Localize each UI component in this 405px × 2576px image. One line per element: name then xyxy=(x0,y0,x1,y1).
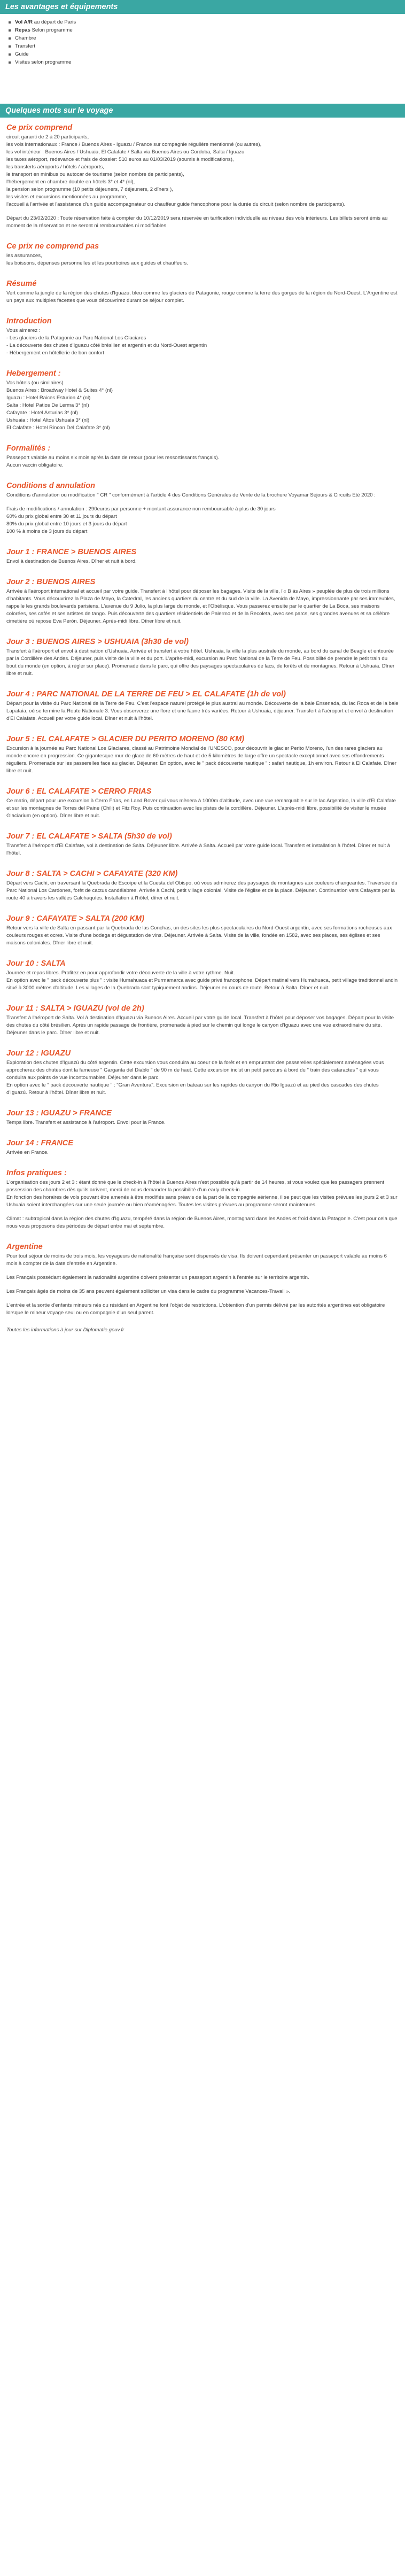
section-paragraph: Journée et repas libres. Profitez en pour approfondir votre découverte de la ville à votre rythme. Nuit. En option avec le " pack découverte plus " : visite Humahuaca et Purmamarca avec guide privé francophone. Départ matinal vers Humahuaca, petit village traditionnel andin situé à 3000 mètres d'altitude. Les villages de la Quebrada sont typiquement andins. Déjeuner en cours de route. Retour à Salta. Dîner et nuit. xyxy=(6,970,398,991)
inclus-item-text: Visites selon programme xyxy=(15,59,72,65)
section-paragraph: Vos hôtels (ou similaires) Buenos Aires : Broadway Hotel & Suites 4* (nl) Iguazu : Hotel Raices Esturion 4* (nl) Salta : Hotel Patios De Lerma 3* (nl) Cafayate : Hotel Asturias 3* (nl) Ushuaia : Hotel Altos Ushuaia 3* (nl) El Calafate : Hotel Rincon Del Calafate 3* (nl) xyxy=(6,380,113,431)
inclus-list xyxy=(0,14,405,81)
section-paragraph: Arrivée en France. xyxy=(6,1150,49,1155)
section xyxy=(6,832,399,857)
section-heading: Jour 14 : FRANCE xyxy=(6,1139,73,1147)
section-paragraph: L'entrée et la sortie d'enfants mineurs nés ou résidant en Argentine font l'objet de restrictions. L'obtention d'un permis délivré par les autorités argentines est obligatoire lorsque le mineur voyage seul ou en compagnie d'un seul parent. xyxy=(6,1302,385,1316)
section-paragraph: Temps libre. Transfert et assistance à l'aéroport. Envol pour la France. xyxy=(6,1120,166,1126)
section-paragraph: Les Français âgés de moins de 35 ans peuvent également solliciter un visa dans le cadre du programme Vacances-Travail ». xyxy=(6,1289,291,1294)
section-paragraph: Passeport valable au moins six mois après la date de retour (pour les ressortissants français). Aucun vaccin obligatoire. xyxy=(6,455,220,468)
section xyxy=(6,123,399,230)
section xyxy=(6,316,399,357)
section-heading: Jour 7 : EL CALAFATE > SALTA (5h30 de vol) xyxy=(6,832,172,841)
section xyxy=(6,787,399,820)
section-paragraph: Conditions d'annulation ou modification " CR " conformément à l'article 4 des Conditions Générales de Vente de la brochure Voyamar Séjours & Circuits Eté 2020 : xyxy=(6,492,376,498)
section-paragraph: circuit garanti de 2 à 20 participants, les vols internationaux : France / Buenos Aires - Iguazu / France sur compagnie régulière mentionné (ou autres), les vol intérieur : Buenos Aires / Ushuaia, El Calafate / Salta via Buenos Aires ou Cordoba, Salta / Iguazu les taxes aéroport, redevance et frais de dossier: 510 euros au 01/03/2019 (soumis à modifications), les transferts aéroports / hôtels / aéroports, le transport en minibus ou autocar de tourisme (selon nombre de participants), l'hébergement en chambre double en hôtels 3* et 4* (nl), la pension selon programme (10 petits déjeuners, 7 déjeuners, 2 dîners ), les visites et excursions mentionnées au programme, l'accueil à l'arrivée et l'assistance d'un guide accompagnateur ou chauffeur guide francophone pour la durée du circuit (selon nombre de participants). xyxy=(6,134,346,207)
inclus-item xyxy=(6,42,399,50)
section xyxy=(6,1049,399,1097)
section-paragraph: Transfert à l'aéroport et envol à destination d'Ushuaia. Arrivée et transfert à votre hôtel. Ushuaia, la ville la plus australe du monde, au bord du canal de Beagle et entourée par la Cordillère des Andes. Déjeuner, puis visite de la ville et du port. L'après-midi, excursion au Parc National de la Terre de Feu. Possibilité de prendre le petit train du bout du monde (en option, à régler sur place). Promenade dans le parc, qui offre des paysages spectaculaires de lacs, de forêts et de montagnes. Retour à Ushuaia. Dîner libre et nuit. xyxy=(6,648,395,677)
section-heading: Jour 10 : SALTA xyxy=(6,959,66,968)
section-paragraph: Transfert à l'aéroport de Salta. Vol à destination d'Iguazu via Buenos Aires. Accueil par votre guide local. Transfert à l'hôtel pour déposer vos bagages. Départ pour la visite des chutes du côté brésilien. Après un rapide passage de frontière, promenade à pied sur le chemin qui longe le canyon d'Iguazu avec une vue extraordinaire du site. Déjeuner dans le parc. Dîner libre et nuit. xyxy=(6,1015,394,1036)
section-heading: Formalités : xyxy=(6,444,51,453)
spacer xyxy=(0,81,405,104)
section-heading: Jour 13 : IGUAZU > FRANCE xyxy=(6,1109,112,1118)
section-heading: Ce prix ne comprend pas xyxy=(6,242,99,251)
section-paragraph: L'organisation des jours 2 et 3 : étant donné que le check-in à l'hôtel à Buenos Aires n'est possible qu'à partir de 14 heures, si vous voulez que les passagers prennent possession des chambres dès qu'ils arrivent, merci de nous demander la possibilité d'un early check-in. En fonction des horaires de vols pouvant être amenés à être modifiés sans préavis de la part de la compagnie aérienne, il se peut que les visites prévues les jours 2 et 3 sur Ushuaia soient interchangées sur une seule journée ou bien réaménagées. Toutes les visites prévues au programme seront maintenues. xyxy=(6,1180,398,1208)
section-heading: Infos pratiques : xyxy=(6,1169,67,1177)
section-paragraph: Vous aimerez : - Les glaciers de la Patagonie au Parc National Los Glaciares - La découverte des chutes d'Iguazu côté brésilien et argentin et du Nord-Ouest argentin - Hébergement en hôtellerie de bon confort xyxy=(6,328,207,356)
section-paragraph: Départ pour la visite du Parc National de la Terre de Feu. C'est l'espace naturel protégé le plus austral au monde. Découverte de la baie Ensenada, du lac Roca et de la baie Lapataia, où se termine la Route Nationale 3. Vous observerez une flore et une faune très variées. Retour à Ushuaia, déjeuner. Transfert à l'aéroport et envol à destination d'El Calafate. Accueil par votre guide local. Dîner et nuit à l'hôtel. xyxy=(6,701,399,721)
section-heading: Jour 1 : FRANCE > BUENOS AIRES xyxy=(6,548,137,556)
section-paragraph: Les Français possédant également la nationalité argentine doivent présenter un passeport argentin à l'entrée sur le territoire argentin. xyxy=(6,1275,309,1281)
section-paragraph: Excursion à la journée au Parc National Los Glaciares, classé au Patrimoine Mondial de l'UNESCO, pour découvrir le glacier Perito Moreno, l'un des rares glaciers au monde encore en progression. Ce gigantesque mur de glace de 60 mètres de haut et de 5 kilomètres de large offre un spectacle exceptionnel avec ses effondrements réguliers. Promenade sur les passerelles face au glacier. Déjeuner. En option, avec le " pack découverte nautique " : safari nautique, 1h environ. Retour à El Calafate. Dîner libre et nuit. xyxy=(6,746,396,774)
section xyxy=(6,577,399,625)
section-paragraph: Envol à destination de Buenos Aires. Dîner et nuit à bord. xyxy=(6,558,137,564)
section-paragraph: les assurances, les boissons, dépenses personnelles et les pourboires aux guides et chauffeurs. xyxy=(6,253,189,266)
section-heading: Jour 8 : SALTA > CACHI > CAFAYATE (320 KM) xyxy=(6,870,178,878)
section-paragraph: Départ du 23/02/2020 : Toute réservation faite à compter du 10/12/2019 sera réservée en tarification individuelle au niveau des vols intérieurs. Les billets seront émis au moment de la réservation et ne seront ni remboursables ni modifiables. xyxy=(6,215,388,229)
section xyxy=(6,1004,399,1037)
inclus-item-text: Selon programme xyxy=(30,27,73,33)
inclus-item-text: Chambre xyxy=(15,35,36,41)
inclus-item xyxy=(6,58,399,66)
section-heading: Jour 11 : SALTA > IGUAZU (vol de 2h) xyxy=(6,1004,144,1013)
section xyxy=(6,242,399,267)
section xyxy=(6,1108,399,1127)
section-paragraph: Exploration des chutes d'Iguazú du côté argentin. Cette excursion vous conduira au coeur de la forêt et en empruntant des passerelles spécialement aménagées vous approcherez des chutes dont la fameuse " Garganta del Diablo " de 90 m de haut. Cette excursion inclut un petit parcours à bord du " train des cataractes " qui vous conduira aux points de vue incontournables. Déjeuner dans le parc. En option avec le " pack découverte nautique " : "Gran Aventura". Excursion en bateau sur les rapides du canyon du Rio Iguazú et au pied des cascades des chutes d'Iguazú. Retour à l'hôtel. Dîner libre et nuit. xyxy=(6,1060,384,1096)
inclus-item-bold: Repas xyxy=(15,27,30,33)
section-paragraph: Pour tout séjour de moins de trois mois, les voyageurs de nationalité française sont dispensés de visa. Ils doivent cependant présenter un passeport valable au moins 6 mois à compter de la date d'entrée en Argentine. xyxy=(6,1253,387,1267)
section-heading: Jour 3 : BUENOS AIRES > USHUAIA (3h30 de vol) xyxy=(6,638,189,646)
section xyxy=(6,734,399,775)
section-paragraph: Départ vers Cachi, en traversant la Quebrada de Escoipe et la Cuesta del Obispo, où vous admirerez des paysages de montagnes aux couleurs changeantes. Traversée du Parc National Los Cardones, forêt de cactus candélabres. Arrivée à Cachi, petit village colonial. Visite de l'église et de la place. Déjeuner. Continuation vers Cafayate par la route 40 à travers les vallées Calchaquíes. Installation à l'hôtel, dîner et nuit. xyxy=(6,880,398,901)
inclus-item-text: Transfert xyxy=(15,43,36,49)
section-heading: Conditions d annulation xyxy=(6,482,95,490)
section-heading: Jour 9 : CAFAYATE > SALTA (200 KM) xyxy=(6,914,144,923)
section-paragraph: Transfert à l'aéroport d'El Calafate, vol à destination de Salta. Déjeuner libre. Arrivée à Salta. Accueil par votre guide local. Transfert et installation à l'hôtel. Dîner et nuit à l'hôtel. xyxy=(6,843,391,856)
section xyxy=(6,1168,399,1230)
inclus-item xyxy=(6,18,399,26)
inclus-item xyxy=(6,34,399,42)
section xyxy=(6,637,399,678)
inclus-item-text: Guide xyxy=(15,51,29,57)
section xyxy=(6,279,399,305)
section xyxy=(6,1138,399,1157)
section xyxy=(6,444,399,469)
section-heading: Jour 6 : EL CALAFATE > CERRO FRIAS xyxy=(6,787,152,796)
section xyxy=(6,869,399,902)
footer-note: Toutes les informations à jour sur Diplomatie.gouv.fr xyxy=(6,1327,124,1333)
inclus-item-text: au départ de Paris xyxy=(33,19,76,25)
section-paragraph: Frais de modifications / annulation : 290euros par personne + montant assurance non remboursable à plus de 30 jours 60% du prix global entre 30 et 11 jours du départ 80% du prix global entre 10 jours et 3 jours du départ 100 % à moins de 3 jours du départ xyxy=(6,506,276,534)
section-paragraph: Retour vers la ville de Salta en passant par la Quebrada de las Conchas, un des sites les plus spectaculaires du Nord-Ouest argentin, avec ses formations rocheuses aux couleurs rouges et ocres. Visite d'une bodega et dégustation de vins. Déjeuner. Arrivée à Salta. Visite de la ville, fondée en 1582, avec ses places, ses églises et ses maisons coloniales. Dîner libre et nuit. xyxy=(6,925,392,946)
section-paragraph: Vert comme la jungle de la région des chutes d'Iguazu, bleu comme les glaciers de Patagonie, rouge comme la terre des gorges de la région du Nord-Ouest. L'Argentine est un pays aux multiples facettes que vous découvrirez durant ce séjour complet. xyxy=(6,290,398,304)
section xyxy=(6,369,399,432)
section-heading: Jour 2 : BUENOS AIRES xyxy=(6,578,96,586)
section xyxy=(6,1242,399,1317)
section-heading: Jour 12 : IGUAZU xyxy=(6,1049,71,1058)
section xyxy=(6,481,399,536)
section-paragraph: Climat : subtropical dans la région des chutes d'Iguazu, tempéré dans la région de Buenos Aires, montagnard dans les Andes et froid dans la Patagonie. C'est pour cela que nous vous proposons des périodes de départ entre mai et septembre. xyxy=(6,1216,398,1229)
section-heading: Argentine xyxy=(6,1243,43,1251)
section-heading: Résumé xyxy=(6,280,37,288)
section xyxy=(6,547,399,565)
section-heading: Jour 4 : PARC NATIONAL DE LA TERRE DE FEU > EL CALAFATE (1h de vol) xyxy=(6,690,286,699)
section xyxy=(6,689,399,723)
inclus-item xyxy=(6,50,399,58)
section-paragraph: Arrivée à l'aéroport international et accueil par votre guide. Transfert à l'hôtel pour déposer les bagages. Visite de la ville, l'« B ás Aires » peuplée de plus de trois millions d'habitants. Vous découvrirez la Plaza de Mayo, la Catedral, les anciens quartiers du centre et du sud de la ville. La Avenida de Mayo, impressionnante par ses immeubles, rappelle les grands boulevards parisiens. L'avenue du 9 Julio, la plus large du monde, et l'Obélisque. Vous passerez ensuite par le quartier de La Boca, ses maisons colorées, ses cafés et ses artistes de tango. Puis découverte des quartiers résidentiels de Palermo et de la Recoleta, avec ses parcs, ses grandes avenues et sa célèbre cimetière où repose Eva Perón. Déjeuner. Après-midi libre. Dîner libre et nuit. xyxy=(6,588,395,624)
details-content xyxy=(0,123,405,1317)
section-heading: Jour 5 : EL CALAFATE > GLACIER DU PERITO MORENO (80 KM) xyxy=(6,735,245,743)
inclus-item xyxy=(6,26,399,34)
section xyxy=(6,959,399,992)
section-paragraph: Ce matin, départ pour une excursion à Cerro Frías, en Land Rover qui vous mènera à 1000m d'altitude, avec une vue remarquable sur le lac Argentino, la ville d'El Calafate et sur les montagnes de Torres del Paine (Chili) et Fitz Roy. Puis continuation avec les pistes de la cordillère. Déjeuner. L'après-midi libre, possibilité de visiter le musée Glaciarium (en option). Dîner libre et nuit. xyxy=(6,798,396,819)
inclus-item-bold: Vol A/R xyxy=(15,19,33,25)
section xyxy=(6,914,399,947)
section-heading: Ce prix comprend xyxy=(6,123,73,132)
inclus-banner: Les avantages et équipements xyxy=(0,0,405,14)
inclus-items xyxy=(6,18,399,66)
details-banner: Quelques mots sur le voyage xyxy=(0,104,405,118)
section-heading: Introduction xyxy=(6,317,52,325)
section-heading: Hebergement : xyxy=(6,369,61,378)
